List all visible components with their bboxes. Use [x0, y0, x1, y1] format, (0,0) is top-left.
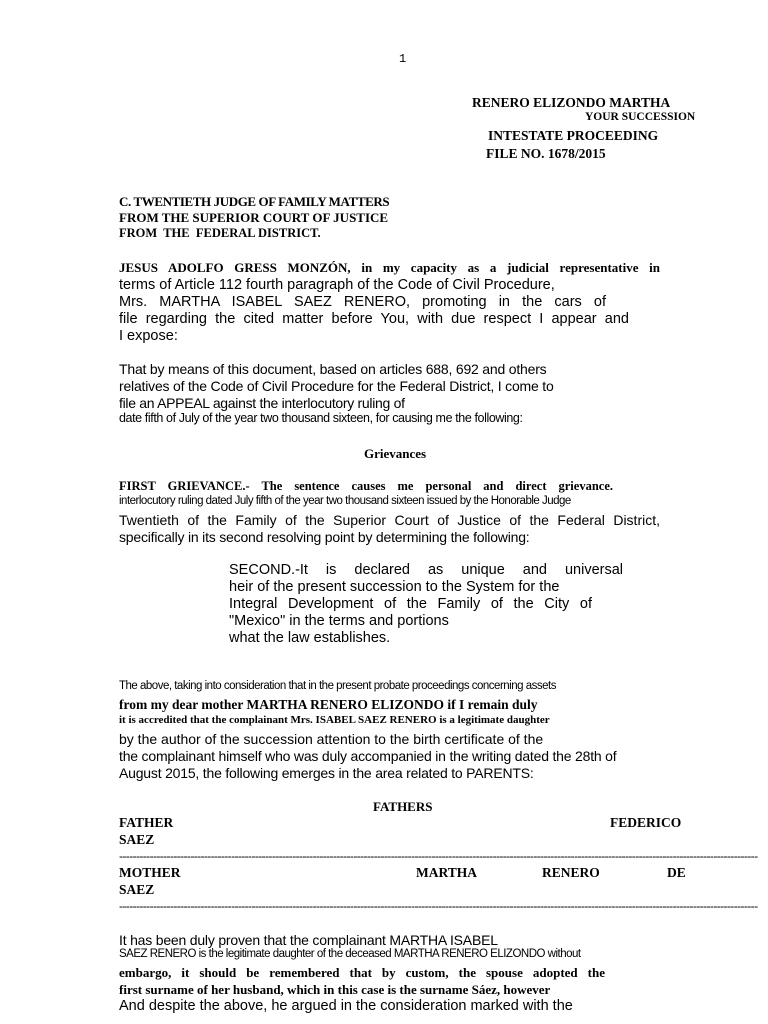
quote-line-2: heir of the present succession to the System for the: [229, 579, 560, 595]
first-grievance-line-1: FIRST GRIEVANCE.- The sentence causes me personal and direct grievance.: [119, 479, 613, 493]
header-decedent-name: RENERO ELIZONDO MARTHA: [472, 95, 671, 110]
quote-line-4: "Mexico" in the terms and portions: [229, 613, 449, 629]
closing-line-4: first surname of her husband, which in this case is the surname Sáez, however: [119, 982, 551, 997]
above-line-2: from my dear mother MARTHA RENERO ELIZONDO if I remain duly: [119, 697, 538, 712]
above-line-4: by the author of the succession attention to the birth certificate of the: [119, 731, 544, 747]
above-line-3: it is accredited that the complainant Mrs. ISABEL SAEZ RENERO is a legitimate daughter: [119, 714, 550, 726]
header-file-number: FILE NO. 1678/2015: [486, 146, 606, 161]
separator-line-1: --------------------------------------------------------------------------------------------------------------------------------------------------------------------------------------------: [119, 849, 758, 863]
addressee-line-3: FROM THE FEDERAL DISTRICT.: [119, 226, 321, 240]
closing-line-1: It has been duly proven that the complainant MARTHA ISABEL: [119, 932, 498, 948]
mother-married-surname: SAEZ: [119, 882, 155, 897]
appeal-line-1: That by means of this document, based on articles 688, 692 and others: [119, 361, 547, 377]
fathers-heading: FATHERS: [373, 799, 433, 814]
first-grievance-line-3: Twentieth of the Family of the Superior Court of Justice of the Federal District,: [119, 512, 660, 528]
addressee-line-1: C. TWENTIETH JUDGE OF FAMILY MATTERS: [119, 194, 390, 209]
appeal-line-4: date fifth of July of the year two thousand sixteen, for causing me the following:: [119, 411, 523, 425]
first-grievance-line-2: interlocutory ruling dated July fifth of the year two thousand sixteen issued by the Honorable Judge: [119, 495, 571, 507]
above-line-6: August 2015, the following emerges in the area related to PARENTS:: [119, 765, 534, 781]
grievances-heading: Grievances: [364, 446, 427, 461]
father-label: FATHER: [119, 815, 174, 830]
intro-line-1: JESUS ADOLFO GRESS MONZÓN, in my capacity as a judicial representative in: [119, 260, 660, 275]
intro-line-4: file regarding the cited matter before You, with due respect I appear and: [119, 311, 629, 327]
closing-line-5: And despite the above, he argued in the consideration marked with the: [119, 998, 573, 1014]
separator-line-2: --------------------------------------------------------------------------------------------------------------------------------------------------------------------------------------------: [119, 899, 758, 913]
page-number: 1: [399, 52, 407, 66]
intro-line-2: terms of Article 112 fourth paragraph of the Code of Civil Procedure,: [119, 277, 555, 293]
addressee-line-2: FROM THE SUPERIOR COURT OF JUSTICE: [119, 210, 389, 225]
appeal-line-3: file an APPEAL against the interlocutory ruling of: [119, 395, 405, 411]
header-proceeding: INTESTATE PROCEEDING: [488, 128, 659, 143]
intro-line-5: I expose:: [119, 328, 178, 344]
mother-surname: RENERO: [542, 865, 600, 880]
quote-line-1: SECOND.-It is declared as unique and universal: [229, 562, 623, 578]
above-line-5: the complainant himself who was duly accompanied in the writing dated the 28th of: [119, 748, 617, 764]
mother-de: DE: [667, 865, 686, 880]
intro-line-3: Mrs. MARTHA ISABEL SAEZ RENERO, promoting in the cars of: [119, 294, 606, 310]
father-surname: SAEZ: [119, 832, 155, 847]
mother-first-name: MARTHA: [416, 865, 478, 880]
first-grievance-line-4: specifically in its second resolving point by determining the following:: [119, 529, 530, 545]
header-succession: YOUR SUCCESSION: [585, 111, 696, 123]
closing-line-2: SAEZ RENERO is the legitimate daughter of the deceased MARTHA RENERO ELIZONDO without: [119, 948, 581, 960]
closing-line-3: embargo, it should be remembered that by custom, the spouse adopted the: [119, 965, 605, 980]
appeal-line-2: relatives of the Code of Civil Procedure for the Federal District, I come to: [119, 378, 554, 394]
quote-line-3: Integral Development of the Family of the City of: [229, 596, 592, 612]
father-value: FEDERICO: [610, 815, 682, 830]
above-line-1: The above, taking into consideration that in the present probate proceedings concerning assets: [119, 680, 556, 692]
mother-label: MOTHER: [119, 865, 181, 880]
quote-line-5: what the law establishes.: [229, 630, 391, 646]
